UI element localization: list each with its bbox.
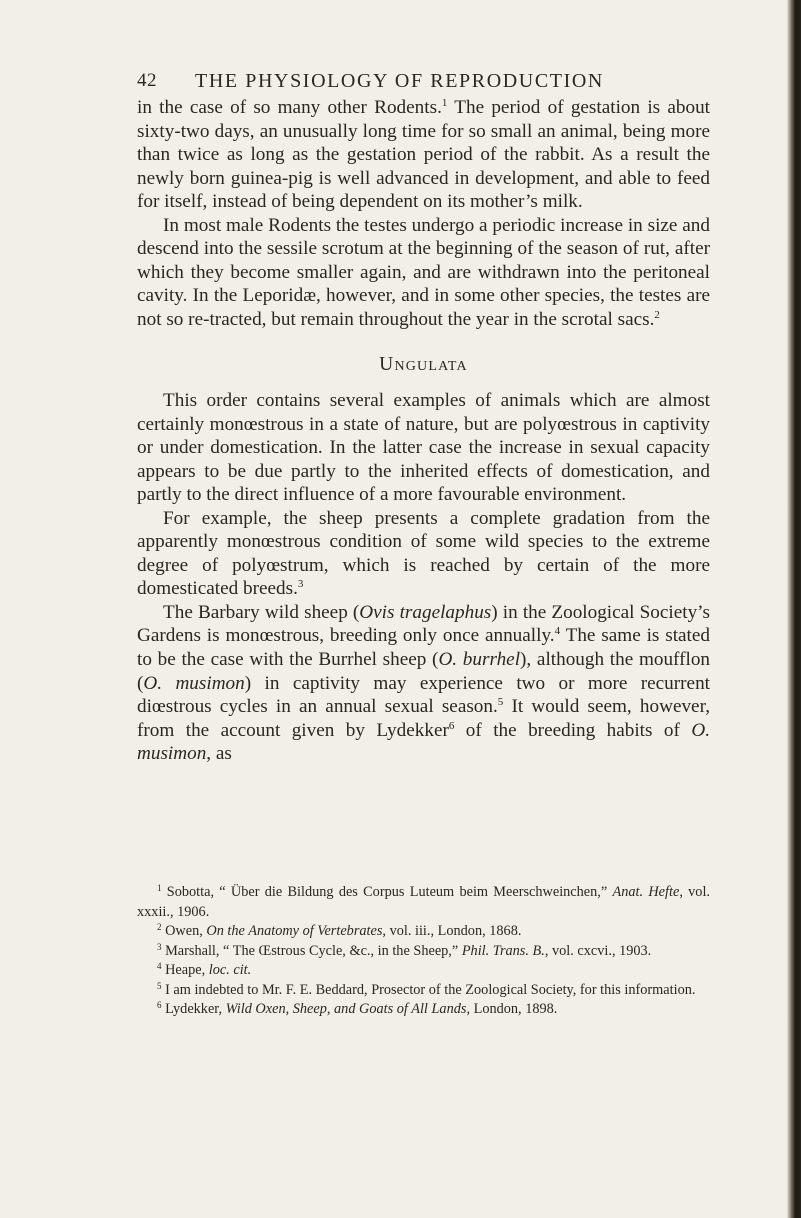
footnote-5: $^5$ I am indebted to Mr. F. E. Beddard, Prosector of the Zoological Society, for this information. [157, 980, 696, 998]
running-head: THE PHYSIOLOGY OF REPRODUCTION [195, 70, 604, 92]
paragraph-2: In most male Rodents the testes undergo a periodic increase in size and descend into the sessile scrotum at the beginning of the season of rut, after which they become smaller again, and are withdrawn into the peritoneal cavity. In the Leporidæ, however, and in some other species, the testes are not so re-tracted, but remain throughout the year in the scrotal sacs.$^2$ [137, 214, 710, 330]
species-name: O. musimon [143, 672, 245, 694]
footnote-ref-4: 4 [554, 625, 561, 638]
page-number: 42 [137, 70, 157, 91]
footnotes [137, 883, 710, 1020]
paragraph-4: For example, the sheep presents a complete gradation from the apparently monœstrous condition of some wild species to the extreme degree of polyœstrum, which is reached by certain of the more domesticated breeds.$^3$ [137, 507, 710, 600]
footnote-4: $^4$ Heape, loc. cit. [157, 961, 252, 978]
page-edge-shadow [787, 0, 801, 1218]
species-name: O. musimon [137, 719, 710, 765]
footnote-ref-6: 6 [448, 719, 455, 732]
species-name: O. burrhel [438, 649, 521, 671]
footnote-6: $^6$ Lydekker, Wild Oxen, Sheep, and Goats of All Lands, London, 1898. [157, 1000, 558, 1017]
section-heading: Ungulata [379, 354, 468, 376]
paragraph-5: The Barbary wild sheep (Ovis tragelaphus) in the Zoological Society’s Gardens is monœstrous, breeding only once annually.$^4$ The same is stated to be the case with the Burrhel sheep (O. burrhel), although the moufflon (O. musimon) in captivity may experience two or more recurrent diœstrous cycles in an annual sexual season.$^5$ It would seem, however, from the account given by Lydekker$^6$ of the breeding habits of O. musimon, as [137, 601, 711, 765]
footnote-1: $^1$ Sobotta, “ Über die Bildung des Corpus Luteum beim Meerschweinchen,” Anat. Hefte, vol. xxxii., 1906. [137, 883, 710, 920]
footnote-ref-3: 3 [297, 578, 304, 591]
body-text [137, 96, 710, 766]
footnote-ref-5: 5 [497, 696, 504, 709]
paragraph-3: This order contains several examples of animals which are almost certainly monœstrous in a state of nature, but are polyœstrous in captivity or under domestication. In the latter case the increase in sexual capacity appears to be due partly to the inherited effects of domestication, and partly to the direct influence of a more favourable environment. [137, 390, 710, 506]
paragraph-1: in the case of so many other Rodents.$^1$ The period of gestation is about sixty-two days, an unusually long time for so small an animal, being more than twice as long as the gestation period of the rabbit. As a result the newly born guinea-pig is well advanced in development, and able to feed for itself, instead of being dependent on its mother’s milk. [137, 97, 711, 213]
footnote-3: $^3$ Marshall, “ The Œstrous Cycle, &c., in the Sheep,” Phil. Trans. B., vol. cxcvi., 1903. [157, 941, 652, 959]
species-name: Ovis tragelaphus [359, 601, 492, 623]
footnote-ref-2: 2 [654, 308, 660, 321]
footnote-ref-1: 1 [441, 97, 448, 109]
footnote-2: $^2$ Owen, On the Anatomy of Vertebrates, vol. iii., London, 1868. [157, 922, 522, 939]
